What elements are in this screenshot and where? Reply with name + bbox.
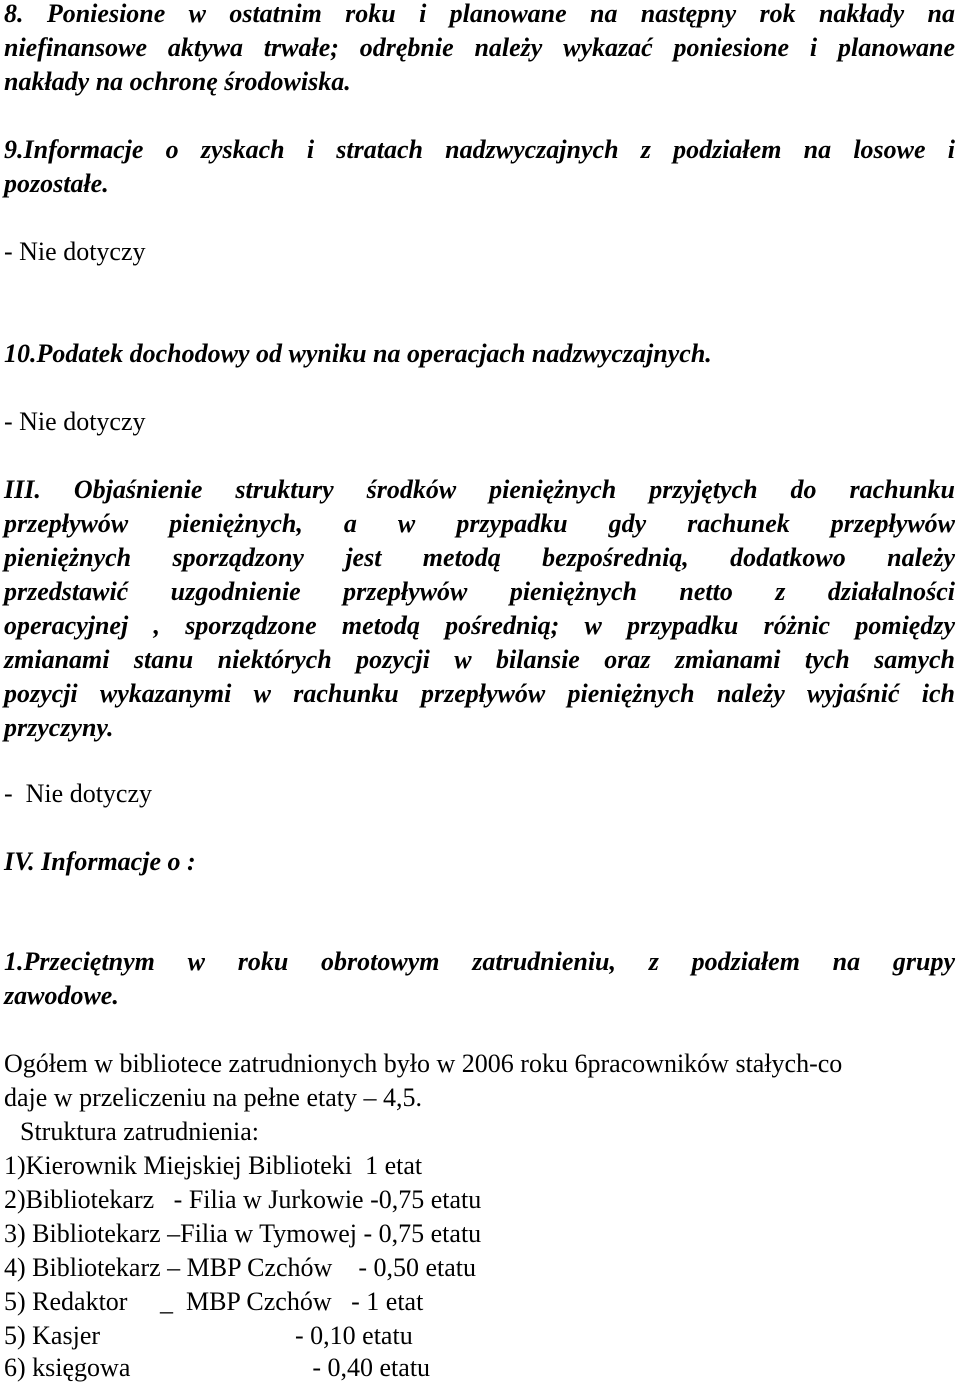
- section-iii-line-1: III. Objaśnienie struktury środków pieniężnych przyjętych do rachunku: [4, 475, 955, 504]
- employment-row: 4) Bibliotekarz – MBP Czchów - 0,50 etatu: [4, 1253, 477, 1282]
- section-9-line-2: pozostałe.: [4, 169, 109, 198]
- section-iii-line-5: operacyjnej , sporządzone metodą pośrednią; w przypadku różnic pomiędzy: [4, 611, 955, 640]
- section-8-line-1: 8. Poniesione w ostatnim roku i planowane na następny rok nakłady na: [4, 0, 955, 28]
- section-iii-line-6: zmianami stanu niektórych pozycji w bilansie oraz zmianami tych samych: [4, 645, 955, 674]
- employment-row: 3) Bibliotekarz –Filia w Tymowej - 0,75 etatu: [4, 1219, 482, 1248]
- item-1-line-1: 1.Przeciętnym w roku obrotowym zatrudnieniu, z podziałem na grupy: [4, 947, 955, 976]
- section-8-line-3: nakłady na ochronę środowiska.: [4, 67, 351, 96]
- employment-row: 6) księgowa - 0,40 etatu: [4, 1353, 431, 1382]
- employment-row: 2)Bibliotekarz - Filia w Jurkowie -0,75 etatu: [4, 1185, 482, 1214]
- employment-line-1: Ogółem w bibliotece zatrudnionych było w 2006 roku 6pracowników stałych-co: [4, 1049, 843, 1078]
- section-9-note: - Nie dotyczy: [4, 237, 146, 266]
- employment-row: 5) Kasjer - 0,10 etatu: [4, 1321, 413, 1350]
- structure-label: Struktura zatrudnienia:: [20, 1117, 259, 1146]
- section-10-heading: 10.Podatek dochodowy od wyniku na operacjach nadzwyczajnych.: [4, 339, 712, 368]
- section-10-note: - Nie dotyczy: [4, 407, 146, 436]
- section-iii-line-4: przedstawić uzgodnienie przepływów pieniężnych netto z działalności: [4, 577, 955, 606]
- section-9-line-1: 9.Informacje o zyskach i stratach nadzwyczajnych z podziałem na losowe i: [4, 135, 955, 164]
- section-iv-heading: IV. Informacje o :: [4, 847, 196, 876]
- section-iii-line-2: przepływów pieniężnych, a w przypadku gdy rachunek przepływów: [4, 509, 955, 538]
- employment-row: 5) Redaktor _ MBP Czchów - 1 etat: [4, 1287, 424, 1316]
- section-8-line-2: niefinansowe aktywa trwałe; odrębnie należy wykazać poniesione i planowane: [4, 33, 955, 62]
- section-iii-note: - Nie dotyczy: [4, 779, 153, 808]
- employment-line-2: daje w przeliczeniu na pełne etaty – 4,5.: [4, 1083, 422, 1112]
- section-iii-line-3: pieniężnych sporządzony jest metodą bezpośrednią, dodatkowo należy: [4, 543, 955, 572]
- employment-row: 1)Kierownik Miejskiej Biblioteki 1 etat: [4, 1151, 423, 1180]
- section-iii-line-8: przyczyny.: [4, 713, 114, 742]
- item-1-line-2: zawodowe.: [4, 981, 119, 1010]
- section-iii-line-7: pozycji wykazanymi w rachunku przepływów pieniężnych należy wyjaśnić ich: [4, 679, 955, 708]
